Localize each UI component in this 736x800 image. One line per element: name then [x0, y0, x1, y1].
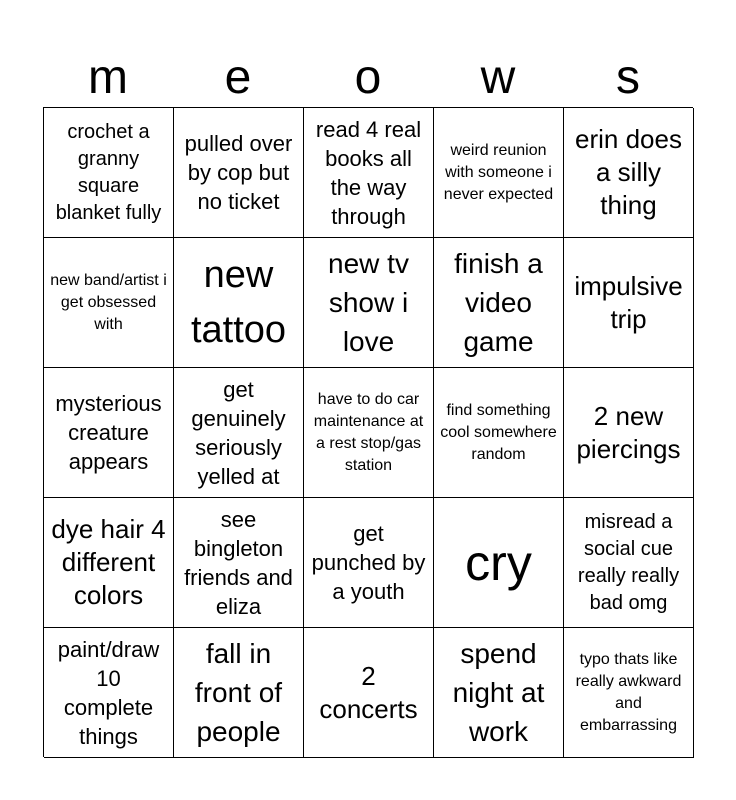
bingo-cell[interactable] — [304, 498, 434, 628]
cell-text: finish a video game — [454, 248, 543, 357]
bingo-cell[interactable] — [304, 628, 434, 758]
cell-text: get punched by a youth — [311, 521, 426, 604]
bingo-cell[interactable] — [434, 498, 564, 628]
bingo-cell[interactable] — [174, 498, 304, 628]
cell-text: paint/draw 10 complete things — [57, 636, 160, 749]
cell-text: misread a social cue really really bad omg — [577, 510, 680, 614]
cell-text: have to do car maintenance at a rest stop/gas station — [313, 390, 424, 474]
bingo-cell[interactable] — [434, 368, 564, 498]
cell-text: typo thats like really awkward and embarrassing — [575, 650, 682, 734]
bingo-cell[interactable] — [304, 368, 434, 498]
bingo-cell[interactable] — [44, 108, 174, 238]
cell-text: erin does a silly thing — [575, 124, 682, 220]
header-letter-e: e — [224, 51, 252, 104]
bingo-grid — [43, 107, 693, 757]
cell-text: spend night at work — [452, 638, 545, 747]
cell-text: weird reunion with someone i never expected — [443, 141, 554, 203]
bingo-cell[interactable] — [174, 238, 304, 368]
bingo-cell[interactable] — [174, 368, 304, 498]
bingo-cell[interactable] — [434, 628, 564, 758]
cell-text: see bingleton friends and eliza — [184, 506, 293, 619]
cell-text: 2 concerts — [319, 660, 418, 724]
cell-text: pulled over by cop but no ticket — [184, 131, 293, 214]
cell-text: impulsive trip — [574, 270, 683, 334]
cell-text: cry — [465, 534, 532, 591]
cell-text: crochet a granny square blanket fully — [55, 120, 162, 224]
bingo-cell[interactable] — [44, 368, 174, 498]
cell-text: read 4 real books all the way through — [315, 116, 422, 229]
bingo-cell[interactable] — [564, 498, 694, 628]
header-letter-o: o — [354, 51, 382, 104]
bingo-cell[interactable] — [174, 628, 304, 758]
bingo-cell[interactable] — [564, 238, 694, 368]
cell-text: new tv show i love — [328, 248, 409, 357]
bingo-cell[interactable] — [304, 238, 434, 368]
cell-text: fall in front of people — [194, 638, 283, 747]
cell-text: mysterious creature appears — [55, 391, 162, 474]
header-letter-m: m — [88, 51, 128, 104]
bingo-cell[interactable] — [174, 108, 304, 238]
cell-text: get genuinely seriously yelled at — [191, 376, 286, 489]
cell-text: new tattoo — [190, 253, 287, 351]
bingo-cell[interactable] — [564, 368, 694, 498]
bingo-cell[interactable] — [44, 498, 174, 628]
bingo-header — [43, 50, 693, 106]
header-letter-w: w — [480, 51, 516, 104]
bingo-cell[interactable] — [434, 108, 564, 238]
cell-text: new band/artist i get obsessed with — [50, 271, 167, 333]
bingo-cell[interactable] — [44, 628, 174, 758]
header-letter-s: s — [616, 51, 640, 104]
bingo-cell[interactable] — [304, 108, 434, 238]
cell-text: 2 new piercings — [576, 400, 681, 464]
cell-text: dye hair 4 different colors — [51, 514, 166, 610]
cell-text: find something cool somewhere random — [440, 401, 557, 463]
bingo-cell[interactable] — [564, 108, 694, 238]
bingo-cell[interactable] — [44, 238, 174, 368]
bingo-cell[interactable] — [434, 238, 564, 368]
bingo-cell[interactable] — [564, 628, 694, 758]
